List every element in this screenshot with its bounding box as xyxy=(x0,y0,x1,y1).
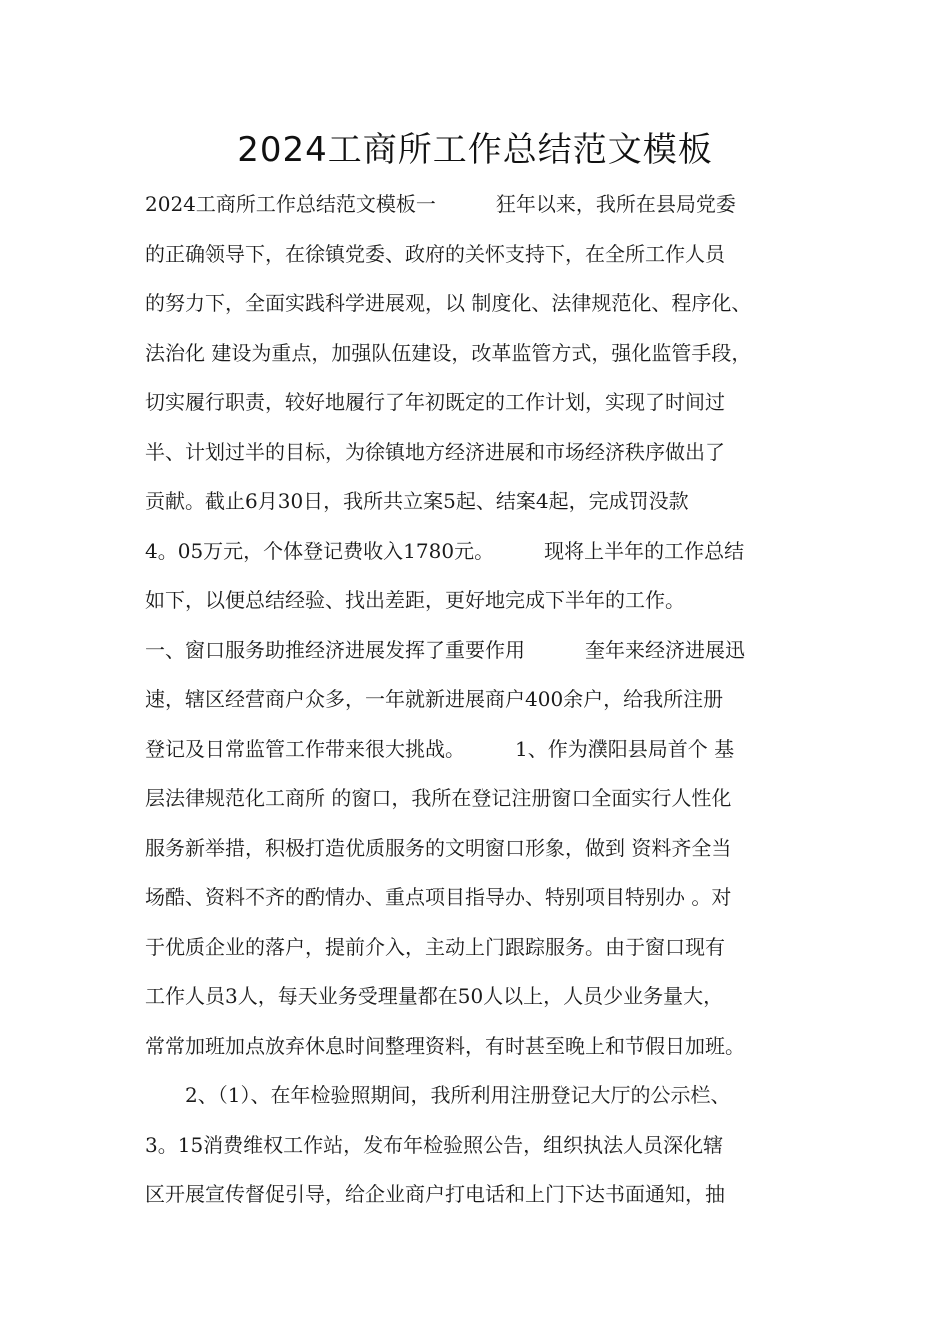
body-line: 3。15消费维权工作站，发布年检验照公告，组织执法人员深化辖 xyxy=(145,1132,724,1157)
document-body xyxy=(145,180,835,1220)
body-line: 4。05万元，个体登记费收入1780元。 现将上半年的工作总结 xyxy=(145,538,745,563)
body-line: 区开展宣传督促引导，给企业商户打电话和上门下达书面通知，抽 xyxy=(145,1182,725,1206)
body-line: 半、计划过半的目标，为徐镇地方经济进展和市场经济秩序做出了 xyxy=(145,439,725,464)
body-line: 层法律规范化工商所 的窗口，我所在登记注册窗口全面实行人性化 xyxy=(145,786,732,810)
body-line: 场酷、资料不齐的酌情办、重点项目指导办、特别项目特别办 。对 xyxy=(145,885,732,909)
body-line: 的正确领导下，在徐镇党委、政府的关怀支持下，在全所工作人员 xyxy=(145,241,725,266)
body-line: 服务新举措，积极打造优质服务的文明窗口形象，做到 资料齐全当 xyxy=(145,835,732,860)
body-line: 速，辖区经营商户众多，一年就新进展商户400余户，给我所注册 xyxy=(145,687,724,711)
body-line: 登记及日常监管工作带来很大挑战。 1、作为濮阳县局首个 基 xyxy=(145,736,735,761)
body-line: 贡献。截止6月30日，我所共立案5起、结案4起，完成罚没款 xyxy=(145,489,689,513)
body-line: 常常加班加点放弃休息时间整理资料，有时甚至晚上和节假日加班。 xyxy=(145,1033,745,1058)
body-line: 工作人员3人，每天业务受理量都在50人以上，人员少业务量大， xyxy=(145,984,724,1008)
body-line: 2、（1）、在年检验照期间，我所利用注册登记大厅的公示栏、 xyxy=(145,1083,731,1107)
body-line: 切实履行职责，较好地履行了年初既定的工作计划，实现了时间过 xyxy=(145,390,725,414)
body-line: 2024工商所工作总结范文模板一 狂年以来，我所在县局党委 xyxy=(145,192,736,216)
body-line: 如下，以便总结经验、找出差距，更好地完成下半年的工作。 xyxy=(145,588,685,612)
document-title: 2024工商所工作总结范文模板 xyxy=(237,130,713,170)
body-line: 的努力下，全面实践科学进展观，以 制度化、法律规范化、程序化、 xyxy=(145,291,752,315)
body-line: 一、窗口服务助推经济进展发挥了重要作用 奎年来经济进展迅 xyxy=(145,637,745,662)
body-line: 法治化 建设为重点，加强队伍建设，改革监管方式，强化监管手段， xyxy=(145,340,752,365)
body-line: 于优质企业的落户，提前介入，主动上门跟踪服务。由于窗口现有 xyxy=(145,934,725,959)
